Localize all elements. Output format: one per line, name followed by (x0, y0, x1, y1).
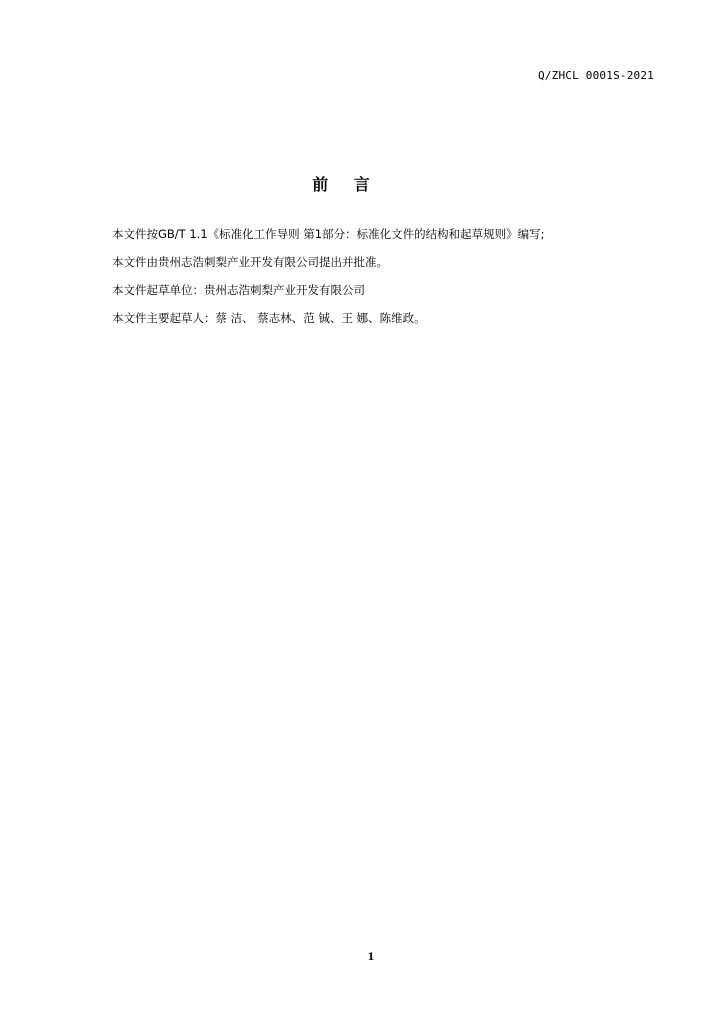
foreword-paragraph-drafting-unit: 本文件起草单位：贵州志浩刺梨产业开发有限公司 (112, 283, 365, 297)
standard-code: Q/ZHCL 0001S-2021 (538, 69, 654, 82)
foreword-body (112, 224, 632, 336)
page-title: 前 言 (312, 175, 380, 194)
foreword-paragraph-drafters: 本文件主要起草人：蔡 洁、 蔡志林、范 铖、王 娜、陈维政。 (112, 311, 426, 325)
foreword-paragraph-proposer: 本文件由贵州志浩刺梨产业开发有限公司提出并批准。 (112, 255, 388, 269)
page-number: 1 (367, 952, 375, 963)
foreword-paragraph-compilation-basis: 本文件按GB/T 1.1《标准化工作导则 第1部分：标准化文件的结构和起草规则》编写; (112, 227, 545, 241)
